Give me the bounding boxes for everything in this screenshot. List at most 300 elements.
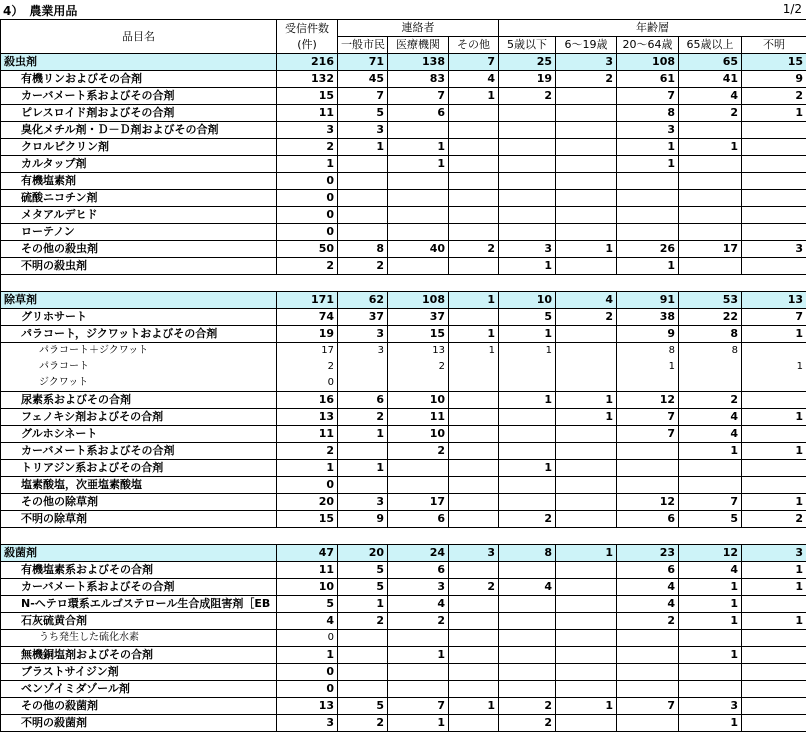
spacer-cell (499, 528, 556, 545)
cell-value (679, 224, 742, 241)
cell-value: 2 (499, 88, 556, 105)
cell-value: 1 (617, 139, 679, 156)
cell-value (617, 460, 679, 477)
cell-value (449, 630, 499, 647)
cell-value: 12 (679, 545, 742, 562)
cell-value: 1 (499, 326, 556, 343)
cell-value: 8 (617, 343, 679, 360)
cell-value: 4 (679, 426, 742, 443)
cell-value: 6 (617, 562, 679, 579)
cell-value (338, 477, 388, 494)
row-label: クロルピクリン剤 (1, 139, 277, 156)
cell-value (449, 359, 499, 375)
row-label: ブラストサイジン剤 (1, 664, 277, 681)
cell-value (338, 207, 388, 224)
row-label: その他の殺虫剤 (1, 241, 277, 258)
row-label: その他の除草剤 (1, 494, 277, 511)
cell-value: 1 (679, 139, 742, 156)
cell-value (388, 664, 449, 681)
row-label: 不明の殺虫剤 (1, 258, 277, 275)
table-row (1, 477, 806, 494)
cell-value (742, 375, 806, 392)
cell-value: 2 (388, 443, 449, 460)
cell-value: 2 (277, 443, 338, 460)
cell-value (499, 359, 556, 375)
cell-value (499, 122, 556, 139)
cell-value: 1 (277, 647, 338, 664)
column-header-name: 品目名 (1, 20, 277, 54)
row-label: 尿素系およびその合剤 (1, 392, 277, 409)
cell-value (556, 156, 617, 173)
row-label: 石灰硫黄合剤 (1, 613, 277, 630)
cell-value (679, 375, 742, 392)
cell-value: 2 (499, 698, 556, 715)
cell-value: 15 (277, 511, 338, 528)
cell-value: 12 (617, 494, 679, 511)
cell-value (388, 258, 449, 275)
cell-value: 9 (742, 71, 806, 88)
cell-value (499, 156, 556, 173)
cell-value (742, 156, 806, 173)
cell-value: 1 (277, 156, 338, 173)
row-label: 臭化メチル剤・Ｄ－Ｄ剤およびその合剤 (1, 122, 277, 139)
cell-value: 7 (617, 426, 679, 443)
cell-value: 10 (388, 426, 449, 443)
cell-value: 1 (499, 460, 556, 477)
cell-value: 7 (338, 88, 388, 105)
spacer-cell (388, 275, 449, 292)
cell-value: 23 (617, 545, 679, 562)
table-row (1, 681, 806, 698)
spacer-cell (277, 275, 338, 292)
cell-value (449, 173, 499, 190)
table-row (1, 511, 806, 528)
cell-value: 7 (617, 88, 679, 105)
cell-value: 132 (277, 71, 338, 88)
cell-value (499, 224, 556, 241)
cell-value: 0 (277, 207, 338, 224)
cell-value (449, 494, 499, 511)
cell-value: 74 (277, 309, 338, 326)
cell-value: 1 (338, 139, 388, 156)
cell-value: 0 (277, 664, 338, 681)
cell-value (338, 190, 388, 207)
row-label: 不明の殺菌剤 (1, 715, 277, 732)
cell-value (449, 409, 499, 426)
row-label: グルホシネート (1, 426, 277, 443)
cell-value (742, 698, 806, 715)
table-row (1, 392, 806, 409)
cell-value: 1 (679, 647, 742, 664)
cell-value: 7 (617, 409, 679, 426)
cell-value: 2 (556, 309, 617, 326)
cell-value (556, 647, 617, 664)
page-number: 1/2 (782, 2, 802, 16)
cell-value: 1 (679, 715, 742, 732)
cell-value: 1 (679, 579, 742, 596)
cell-value: 3 (338, 494, 388, 511)
row-label: ベンゾイミダゾール剤 (1, 681, 277, 698)
cell-value (338, 647, 388, 664)
cell-value: 15 (742, 54, 806, 71)
cell-value (556, 122, 617, 139)
cell-value: 13 (742, 292, 806, 309)
cell-value (449, 460, 499, 477)
table-row (1, 139, 806, 156)
cell-value (499, 630, 556, 647)
cell-value: 17 (277, 343, 338, 360)
cell-value: 2 (338, 258, 388, 275)
table-row (1, 664, 806, 681)
cell-value: 1 (742, 105, 806, 122)
cell-value (449, 562, 499, 579)
cell-value: 37 (388, 309, 449, 326)
cell-value (617, 207, 679, 224)
cell-value: 7 (617, 698, 679, 715)
cell-value (556, 207, 617, 224)
cell-value (556, 664, 617, 681)
cell-value (742, 426, 806, 443)
row-label: カーバメート系およびその合剤 (1, 579, 277, 596)
spacer-cell (338, 528, 388, 545)
cell-value (556, 359, 617, 375)
table-row (1, 258, 806, 275)
cell-value (556, 494, 617, 511)
column-header-age-20-64: 20～64歳 (617, 37, 679, 54)
column-group-contact: 連絡者 (338, 20, 499, 37)
spacer-cell (388, 528, 449, 545)
cell-value (742, 715, 806, 732)
row-label: メタアルデヒド (1, 207, 277, 224)
cell-value (679, 207, 742, 224)
table-row (1, 309, 806, 326)
cell-value: 22 (679, 309, 742, 326)
cell-value: 2 (277, 139, 338, 156)
cell-value: 7 (742, 309, 806, 326)
table-row (1, 173, 806, 190)
cell-value: 13 (277, 409, 338, 426)
cell-value: 71 (338, 54, 388, 71)
cell-value (679, 156, 742, 173)
cell-value: 5 (338, 562, 388, 579)
cell-value (499, 173, 556, 190)
cell-value: 45 (338, 71, 388, 88)
cell-value (449, 309, 499, 326)
cell-value: 2 (338, 613, 388, 630)
cell-value (388, 630, 449, 647)
row-label: その他の殺菌剤 (1, 698, 277, 715)
cell-value (449, 426, 499, 443)
column-header-age-unknown: 不明 (742, 37, 806, 54)
cell-value: 3 (388, 579, 449, 596)
spacer-cell (556, 275, 617, 292)
cell-value (679, 630, 742, 647)
cell-value: 2 (742, 511, 806, 528)
cell-value: 4 (679, 562, 742, 579)
column-header-other: その他 (449, 37, 499, 54)
cell-value: 11 (277, 426, 338, 443)
cell-value: 1 (449, 343, 499, 360)
cell-value: 0 (277, 375, 338, 392)
row-label: うち発生した硫化水素 (1, 630, 277, 647)
cell-value (617, 664, 679, 681)
cell-value: 15 (388, 326, 449, 343)
table-row (1, 241, 806, 258)
cell-value (556, 579, 617, 596)
cell-value (742, 477, 806, 494)
page-header (0, 0, 806, 17)
cell-value: 0 (277, 173, 338, 190)
cell-value (388, 190, 449, 207)
cell-value (679, 122, 742, 139)
cell-value: 41 (679, 71, 742, 88)
cell-value (679, 460, 742, 477)
spacer-cell (499, 275, 556, 292)
row-label: パラコート＋ジクワット (1, 343, 277, 360)
spacer-cell (449, 275, 499, 292)
row-label: 有機塩素剤 (1, 173, 277, 190)
cell-value: 6 (388, 562, 449, 579)
cell-value: 4 (679, 409, 742, 426)
cell-value: 16 (277, 392, 338, 409)
cell-value (449, 105, 499, 122)
cell-value: 1 (556, 241, 617, 258)
cell-value (679, 173, 742, 190)
cell-value: 1 (556, 392, 617, 409)
table-row (1, 698, 806, 715)
cell-value (742, 392, 806, 409)
cell-value (449, 139, 499, 156)
cell-value: 50 (277, 241, 338, 258)
cell-value (556, 88, 617, 105)
cell-value: 8 (338, 241, 388, 258)
cell-value: 37 (338, 309, 388, 326)
cell-value (742, 343, 806, 360)
cell-value (556, 375, 617, 392)
spacer-cell (556, 528, 617, 545)
cell-value: 6 (388, 105, 449, 122)
cell-value: 38 (617, 309, 679, 326)
table-row (1, 647, 806, 664)
cell-value: 19 (277, 326, 338, 343)
cell-value: 3 (338, 122, 388, 139)
cell-value (338, 156, 388, 173)
cell-value: 3 (499, 241, 556, 258)
table-header (1, 20, 806, 54)
cell-value: 3 (617, 122, 679, 139)
table-row (1, 224, 806, 241)
cell-value (449, 511, 499, 528)
cell-value (499, 664, 556, 681)
table-row (1, 375, 806, 392)
cell-value: 1 (499, 258, 556, 275)
row-label: 殺菌剤 (1, 545, 277, 562)
cell-value (679, 258, 742, 275)
cell-value (679, 664, 742, 681)
cell-value (499, 613, 556, 630)
cell-value: 10 (277, 579, 338, 596)
cell-value (742, 139, 806, 156)
table-row (1, 443, 806, 460)
cell-value (338, 664, 388, 681)
cell-value (338, 359, 388, 375)
cell-value (556, 326, 617, 343)
cell-value: 138 (388, 54, 449, 71)
cell-value: 25 (499, 54, 556, 71)
table-row (1, 630, 806, 647)
cell-value: 1 (499, 343, 556, 360)
spacer-cell (449, 528, 499, 545)
category-row (1, 54, 806, 71)
cell-value: 1 (388, 715, 449, 732)
cell-value (556, 562, 617, 579)
cell-value: 3 (338, 343, 388, 360)
cell-value (556, 105, 617, 122)
cell-value: 2 (388, 613, 449, 630)
table-row (1, 105, 806, 122)
table-row (1, 326, 806, 343)
cell-value (449, 477, 499, 494)
table-row (1, 409, 806, 426)
cell-value: 4 (277, 613, 338, 630)
cell-value: 11 (277, 562, 338, 579)
table-body (1, 54, 806, 732)
cell-value (556, 343, 617, 360)
cell-value: 171 (277, 292, 338, 309)
cell-value: 20 (277, 494, 338, 511)
cell-value (388, 681, 449, 698)
cell-value (617, 477, 679, 494)
cell-value: 10 (388, 392, 449, 409)
cell-value: 4 (556, 292, 617, 309)
cell-value (617, 647, 679, 664)
cell-value: 17 (388, 494, 449, 511)
cell-value: 11 (388, 409, 449, 426)
cell-value: 1 (742, 579, 806, 596)
row-label: フェノキシ剤およびその合剤 (1, 409, 277, 426)
cell-value (556, 258, 617, 275)
cell-value (556, 596, 617, 613)
cell-value: 5 (338, 579, 388, 596)
table-row (1, 207, 806, 224)
table-row (1, 122, 806, 139)
cell-value (742, 596, 806, 613)
cell-value (338, 630, 388, 647)
column-header-age-0-5: 5歳以下 (499, 37, 556, 54)
cell-value (449, 207, 499, 224)
spacer-cell (1, 275, 277, 292)
spacer-cell (679, 275, 742, 292)
cell-value: 13 (388, 343, 449, 360)
cell-value: 65 (679, 54, 742, 71)
cell-value: 3 (449, 545, 499, 562)
table-row (1, 562, 806, 579)
cell-value (499, 647, 556, 664)
cell-value (499, 207, 556, 224)
cell-value: 4 (499, 579, 556, 596)
table-row (1, 715, 806, 732)
cell-value (556, 173, 617, 190)
cell-value: 1 (742, 359, 806, 375)
cell-value (449, 375, 499, 392)
table-row (1, 579, 806, 596)
cell-value (556, 224, 617, 241)
cell-value (742, 681, 806, 698)
cell-value: 4 (617, 596, 679, 613)
table-row (1, 596, 806, 613)
cell-value: 8 (679, 326, 742, 343)
cell-value (499, 190, 556, 207)
cell-value: 1 (499, 392, 556, 409)
cell-value (499, 105, 556, 122)
cell-value (556, 190, 617, 207)
cell-value: 1 (742, 494, 806, 511)
cell-value (556, 715, 617, 732)
cell-value (499, 596, 556, 613)
cell-value (449, 443, 499, 460)
spacer-cell (617, 275, 679, 292)
cell-value (499, 681, 556, 698)
cell-value (556, 139, 617, 156)
cell-value: 2 (449, 241, 499, 258)
section-title: 4） 農業用品 (3, 4, 78, 18)
cell-value: 1 (449, 326, 499, 343)
cell-value: 3 (338, 326, 388, 343)
cell-value: 2 (338, 715, 388, 732)
spacer-row (1, 528, 806, 545)
cell-value: 4 (679, 88, 742, 105)
cell-value: 108 (617, 54, 679, 71)
column-header-medical: 医療機関 (388, 37, 449, 54)
cell-value: 1 (277, 460, 338, 477)
row-label: 殺虫剤 (1, 54, 277, 71)
cell-value: 6 (617, 511, 679, 528)
row-label: ローテノン (1, 224, 277, 241)
cell-value: 2 (617, 613, 679, 630)
cell-value (499, 443, 556, 460)
cell-value (742, 630, 806, 647)
cell-value: 2 (338, 409, 388, 426)
cell-value: 5 (338, 698, 388, 715)
cell-value: 1 (388, 139, 449, 156)
cell-value (449, 613, 499, 630)
cell-value (742, 207, 806, 224)
cell-value (499, 139, 556, 156)
cell-value: 13 (277, 698, 338, 715)
row-label: 有機リンおよびその合剤 (1, 71, 277, 88)
cell-value (679, 359, 742, 375)
cell-value: 1 (449, 292, 499, 309)
table-row (1, 71, 806, 88)
cell-value: 53 (679, 292, 742, 309)
cell-value (449, 647, 499, 664)
cell-value (742, 173, 806, 190)
row-label: カーバメート系およびその合剤 (1, 88, 277, 105)
cell-value: 1 (388, 156, 449, 173)
cell-value (499, 494, 556, 511)
cell-value: 7 (679, 494, 742, 511)
cell-value: 24 (388, 545, 449, 562)
table-row (1, 343, 806, 360)
cell-value: 3 (277, 122, 338, 139)
row-label: 塩素酸塩，次亜塩素酸塩 (1, 477, 277, 494)
cell-value (617, 224, 679, 241)
cell-value (742, 664, 806, 681)
cell-value (617, 173, 679, 190)
cell-value: 0 (277, 477, 338, 494)
cell-value: 5 (338, 105, 388, 122)
cell-value (449, 190, 499, 207)
